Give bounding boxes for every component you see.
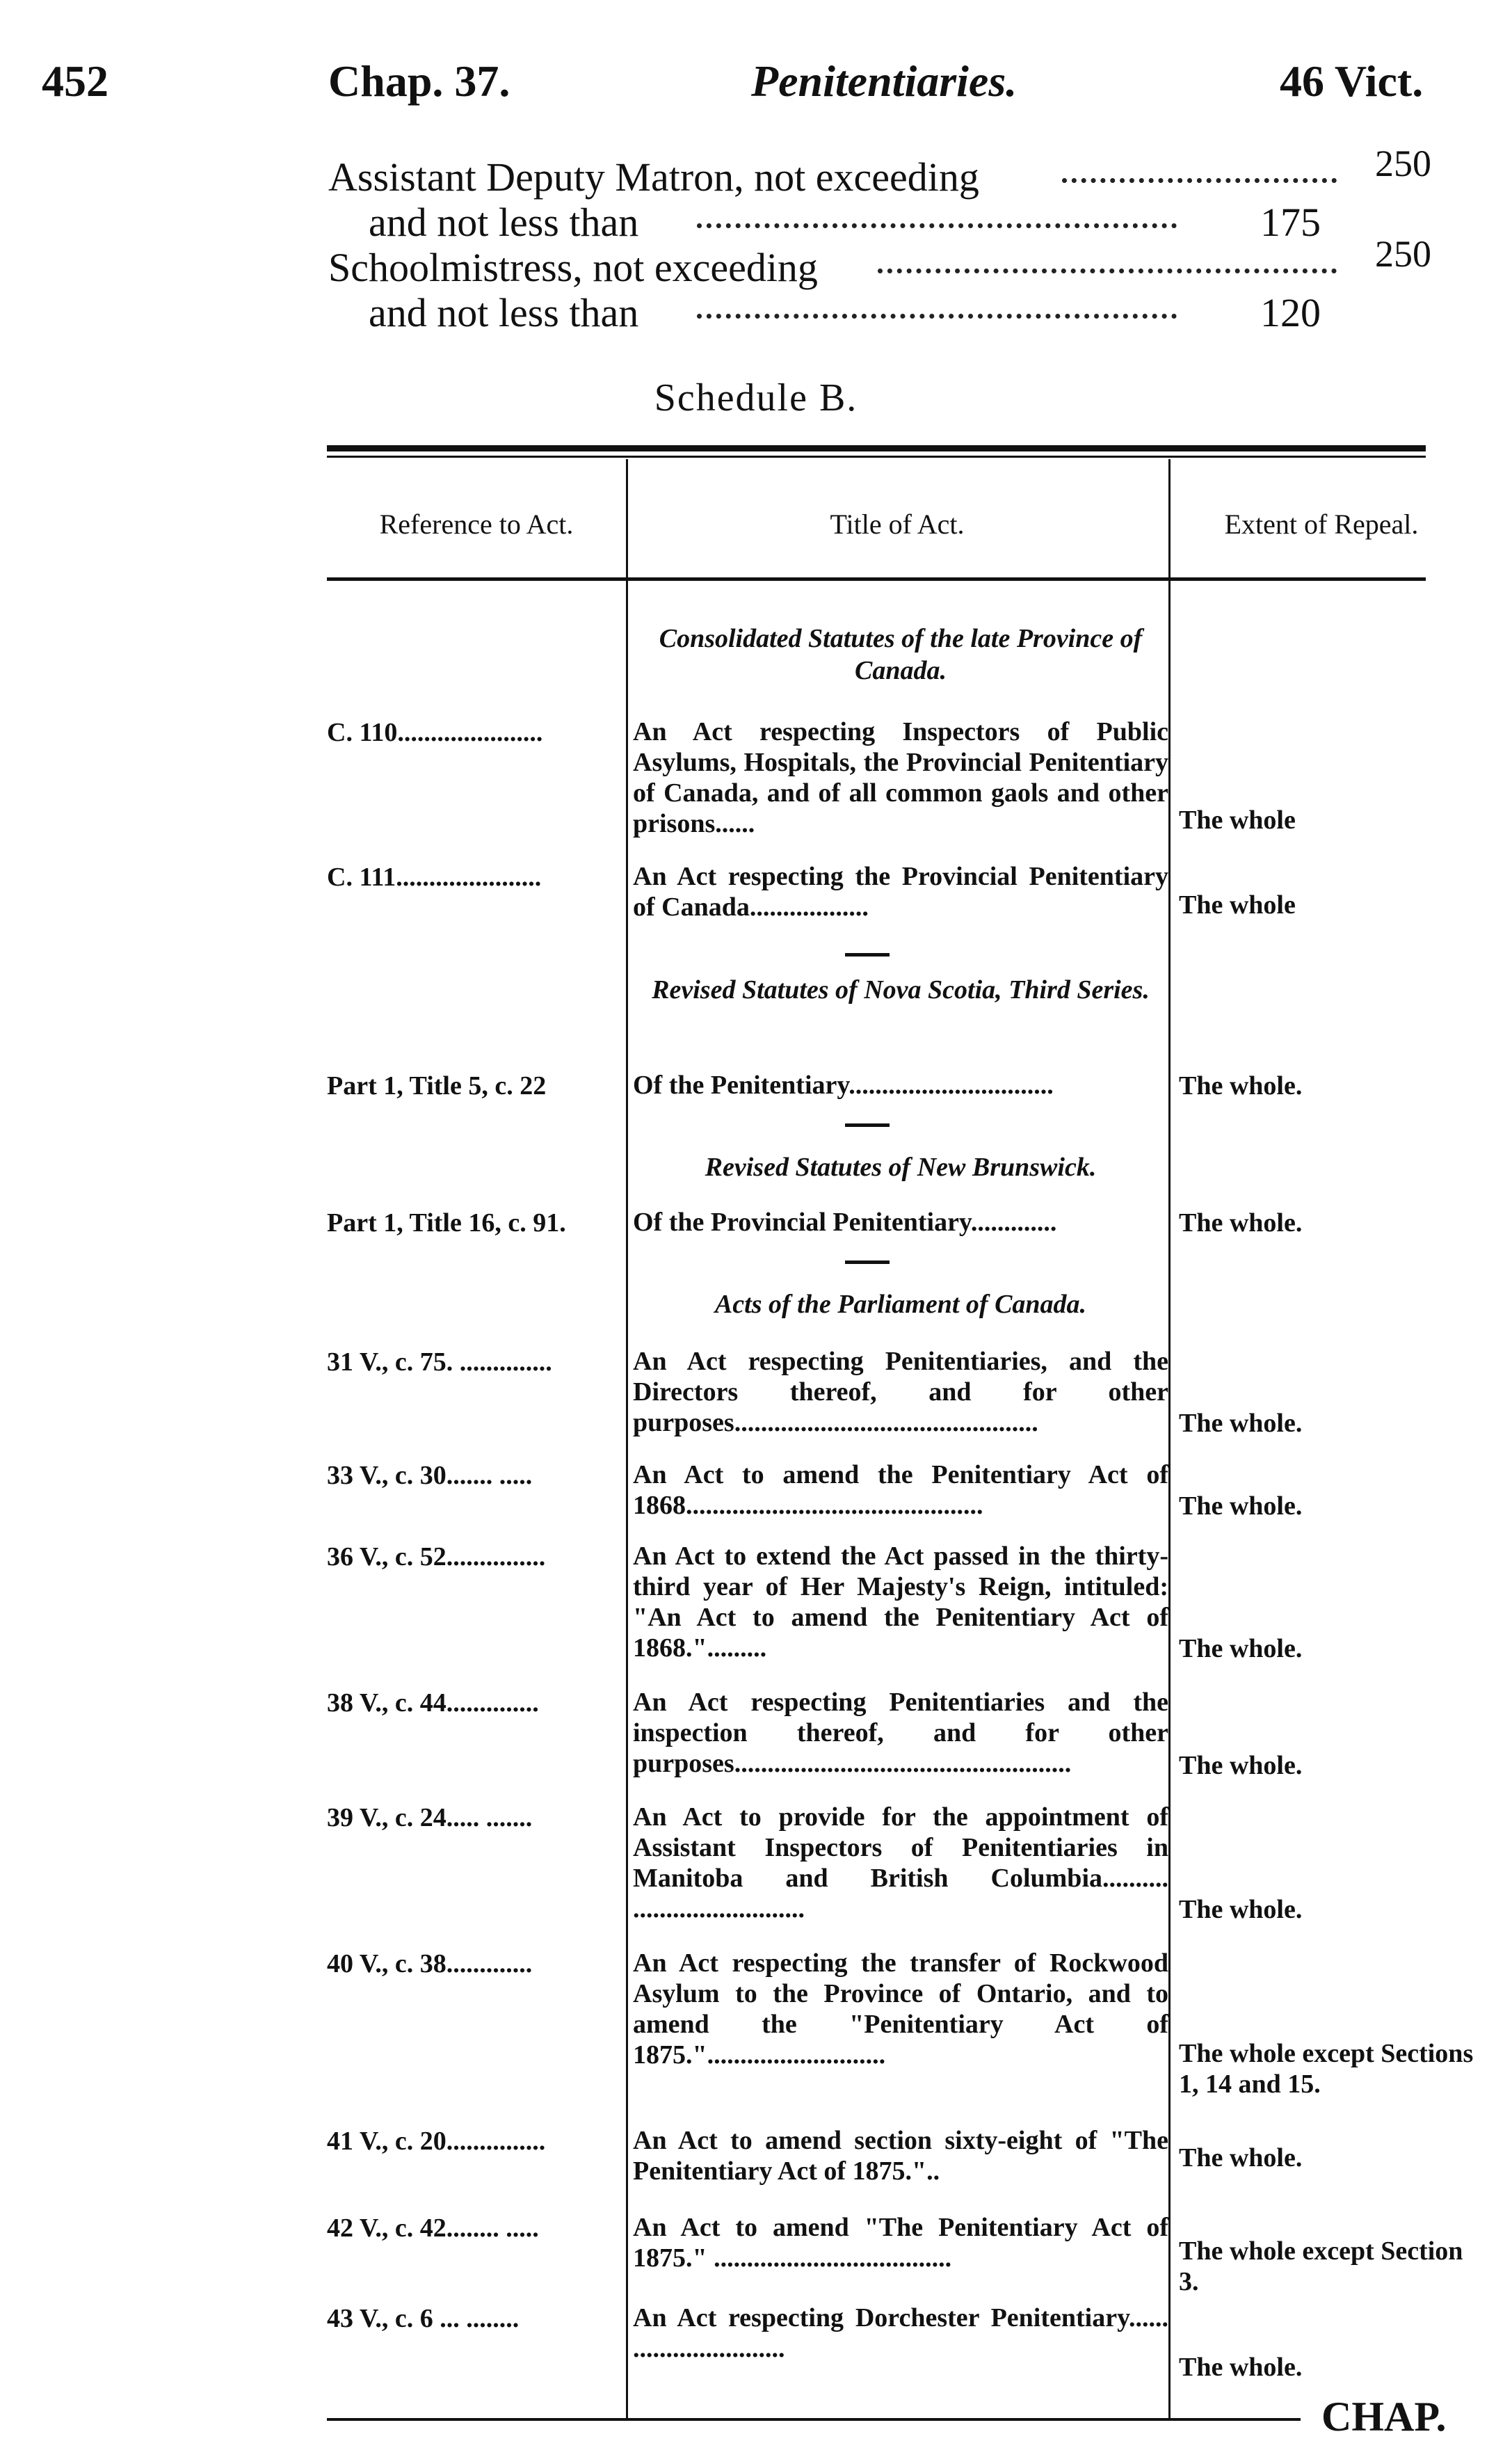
column-divider (626, 459, 628, 2421)
regnal-year: 46 Vict. (1280, 56, 1424, 106)
table-top-rule-thin (327, 456, 1426, 458)
running-title: Penitentiaries. (751, 56, 1018, 106)
section-heading: Consolidated Statutes of the late Province of Canada. (659, 624, 1143, 685)
salary-side-amount: 250 (1375, 233, 1431, 275)
repeal-extent: The whole. (1179, 2143, 1303, 2172)
act-reference: 40 V., c. 38............. (327, 1949, 533, 1978)
salary-text: and not less than (328, 290, 639, 335)
salary-text: and not less than (328, 200, 639, 245)
repeal-extent: The whole. (1179, 2353, 1303, 2382)
dot-leader (1062, 178, 1337, 183)
salary-line (328, 198, 1441, 247)
act-reference: 33 V., c. 30....... ..... (327, 1461, 533, 1490)
section-heading: Revised Statutes of New Brunswick. (705, 1153, 1097, 1182)
act-title: Of the Provincial Penitentiary............. (633, 1208, 1057, 1237)
dot-leader (697, 223, 1177, 228)
schedule-title: Schedule B. (654, 376, 858, 419)
section-heading: Acts of the Parliament of Canada. (714, 1290, 1087, 1319)
repeal-extent: The whole. (1179, 1071, 1303, 1101)
salary-line (328, 289, 1441, 337)
act-reference: C. 111...................... (327, 863, 542, 892)
act-title: Of the Penitentiary............................... (633, 1071, 1054, 1100)
header-bottom-rule (327, 577, 1426, 581)
page-header (0, 56, 1512, 132)
act-title: An Act respecting the transfer of Rockwood Asylum to the Province of Ontario, and to amend the "Penitentiary Act of 1875."........................... (633, 1948, 1168, 2070)
section-separator (845, 1260, 890, 1264)
repeal-extent: The whole except Sections 1, 14 and 15. (1179, 2039, 1474, 2099)
catchword: CHAP. (1321, 2394, 1447, 2440)
act-reference: 36 V., c. 52............... (327, 1542, 546, 1571)
salary-amount: 120 (1260, 290, 1321, 335)
act-title: An Act respecting Penitentiaries and the inspection thereof, and for other purposes................................................... (633, 1688, 1168, 1778)
act-reference: 41 V., c. 20............... (327, 2127, 546, 2156)
act-reference: 38 V., c. 44.............. (327, 1688, 539, 1718)
act-title: An Act to extend the Act passed in the thirty-third year of Her Majesty's Reign, intituled: "An Act to amend the Penitentiary Act of 1868."......... (633, 1542, 1168, 1663)
act-reference: 39 V., c. 24..... ....... (327, 1803, 533, 1832)
salary-side-amount: 250 (1375, 143, 1431, 184)
repeal-extent: The whole. (1179, 1895, 1303, 1924)
repeal-extent: The whole (1179, 806, 1296, 835)
act-title: An Act respecting the Provincial Penitentiary of Canada.................. (633, 862, 1168, 922)
act-reference: 43 V., c. 6 ... ........ (327, 2304, 520, 2333)
act-reference: 31 V., c. 75. .............. (327, 1347, 552, 1377)
act-title: An Act to amend "The Penitentiary Act of 1875." .................................... (633, 2213, 1168, 2273)
table-top-rule (327, 445, 1426, 451)
column-divider (1168, 459, 1171, 2421)
salary-text: Assistant Deputy Matron, not exceeding (328, 154, 979, 200)
page-number: 452 (42, 56, 108, 106)
act-title: An Act respecting Inspectors of Public Asylums, Hospitals, the Provincial Penitentiary of Canada, and of all common gaols and other prisons...... (633, 717, 1168, 838)
chapter-label: Chap. 37. (328, 56, 510, 106)
act-reference: Part 1, Title 16, c. 91. (327, 1208, 566, 1238)
act-title: An Act to provide for the appointment of Assistant Inspectors of Penitentiaries in Manitoba and British Columbia.......... .......................... (633, 1802, 1168, 1923)
act-title: An Act to amend the Penitentiary Act of 1868............................................. (633, 1460, 1168, 1520)
dot-leader (697, 314, 1177, 319)
section-heading: Revised Statutes of Nova Scotia, Third Series. (652, 975, 1150, 1005)
repeal-extent: The whole. (1179, 1409, 1303, 1438)
repeal-extent: The whole except Section 3. (1179, 2236, 1463, 2296)
act-title: An Act respecting Penitentiaries, and the Directors thereof, and for other purposes.............................................. (633, 1347, 1168, 1437)
act-reference: 42 V., c. 42........ ..... (327, 2214, 539, 2243)
act-reference: C. 110...................... (327, 718, 543, 747)
repeal-extent: The whole (1179, 890, 1296, 920)
repeal-extent: The whole. (1179, 1208, 1303, 1238)
act-title: An Act to amend section sixty-eight of "The Penitentiary Act of 1875.".. (633, 2126, 1168, 2186)
section-separator (845, 1123, 890, 1127)
salary-line (328, 233, 1441, 292)
column-header-reference: Reference to Act. (379, 509, 574, 540)
dot-leader (878, 269, 1337, 273)
repeal-extent: The whole. (1179, 1491, 1303, 1521)
section-separator (845, 953, 890, 957)
salary-line (328, 143, 1441, 202)
repeal-extent: The whole. (1179, 1634, 1303, 1663)
salary-amount: 175 (1260, 200, 1321, 245)
column-header-title: Title of Act. (830, 509, 965, 540)
repeal-extent: The whole. (1179, 1751, 1303, 1780)
column-header-extent: Extent of Repeal. (1224, 509, 1419, 540)
act-title: An Act respecting Dorchester Penitentiary...... ....................... (633, 2303, 1168, 2363)
salary-text: Schoolmistress, not exceeding (328, 245, 818, 290)
act-reference: Part 1, Title 5, c. 22 (327, 1071, 547, 1101)
table-bottom-rule (327, 2418, 1301, 2421)
